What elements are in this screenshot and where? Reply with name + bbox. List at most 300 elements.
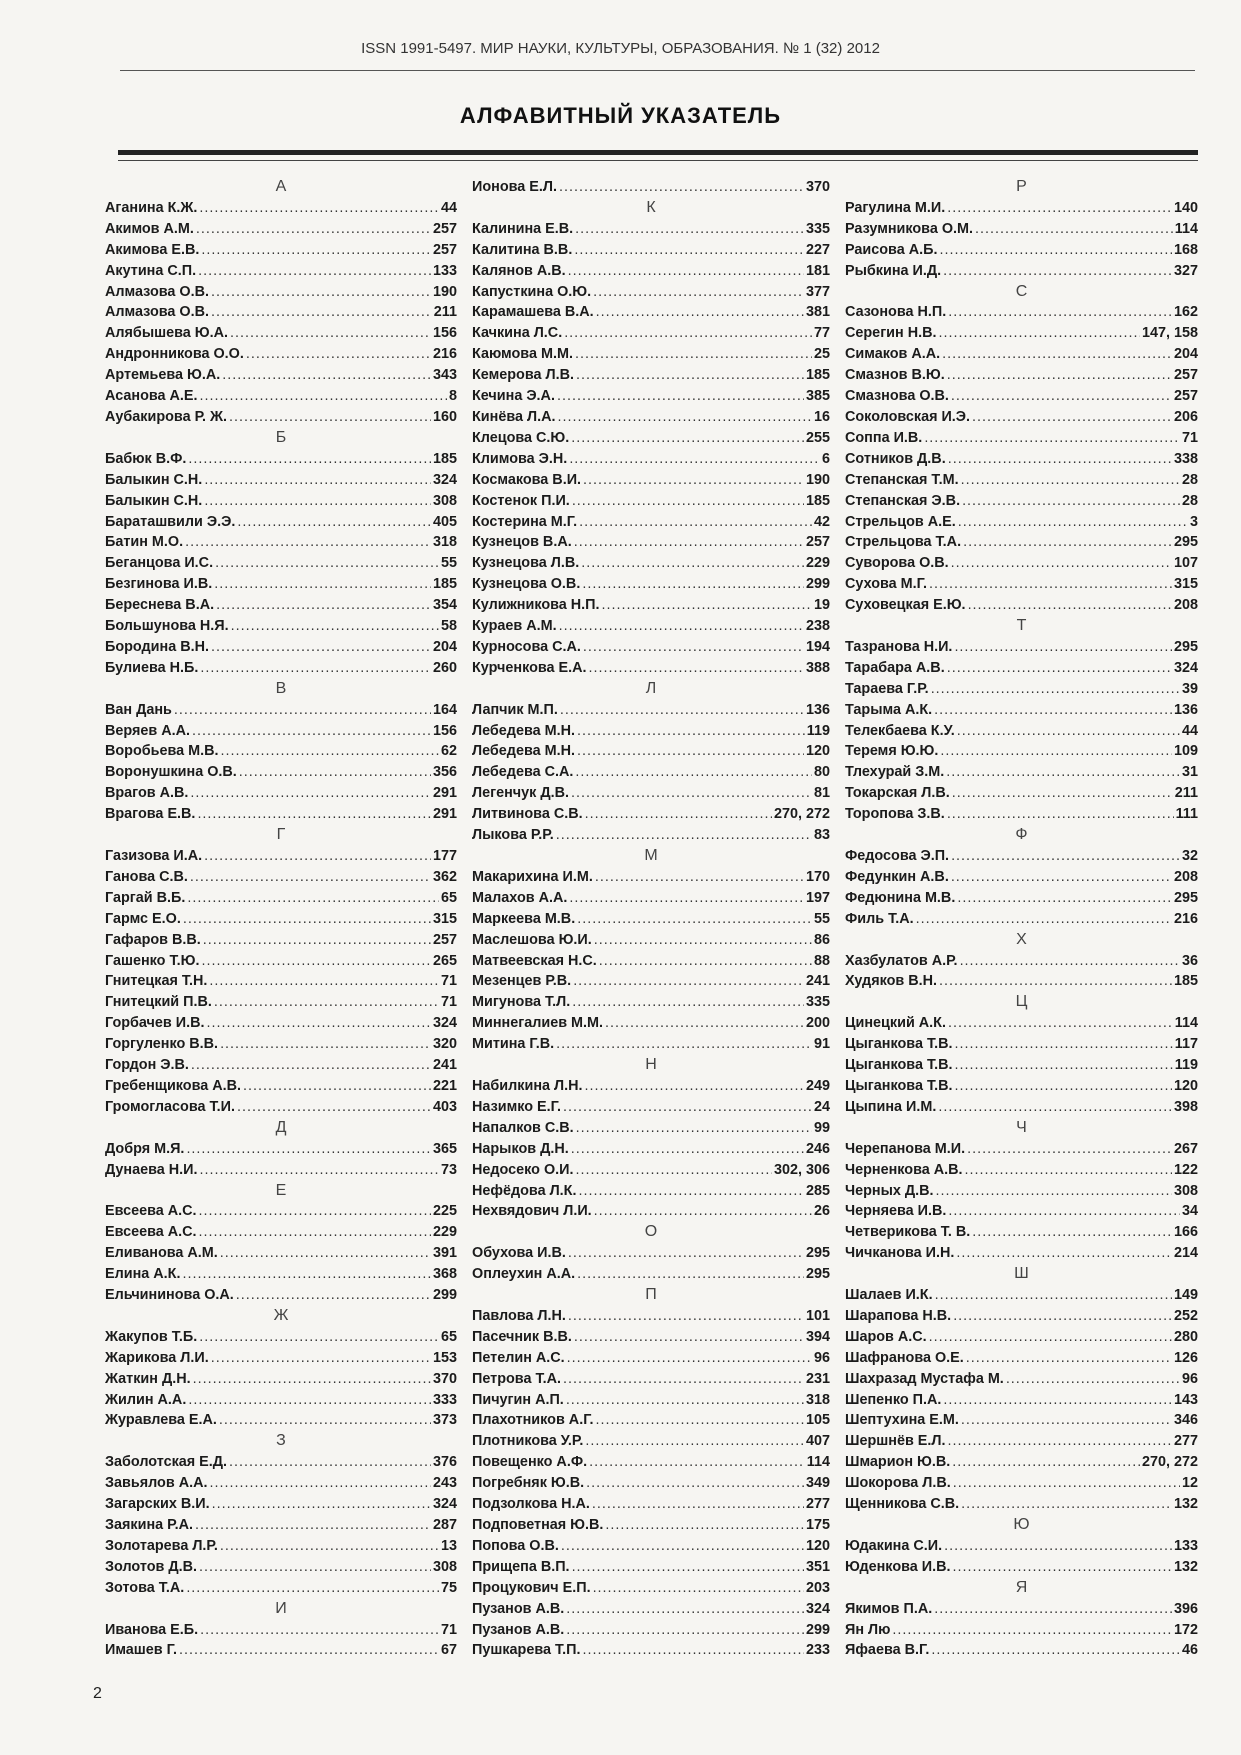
page-ref: 83 xyxy=(813,827,830,844)
page-ref: 119 xyxy=(806,722,830,739)
dot-leader xyxy=(605,1013,804,1034)
page-ref: 324 xyxy=(432,1496,457,1513)
index-entry xyxy=(472,951,830,972)
index-entry xyxy=(845,1599,1198,1620)
dot-leader xyxy=(192,721,431,742)
dot-leader xyxy=(956,1243,1172,1264)
dot-leader xyxy=(934,700,1172,721)
page-ref: 44 xyxy=(1181,722,1198,739)
author-name: Маслешова Ю.И. xyxy=(472,931,592,948)
dot-leader xyxy=(199,1222,431,1243)
index-entry xyxy=(472,1410,830,1431)
index-entry xyxy=(845,846,1198,867)
dot-leader xyxy=(957,721,1180,742)
author-name: Дунаева Н.И. xyxy=(105,1161,198,1178)
index-entry xyxy=(105,1557,457,1578)
author-name: Смазнов В.Ю. xyxy=(845,367,945,384)
author-name: Воробьева М.В. xyxy=(105,743,219,760)
page-ref: 377 xyxy=(805,283,830,300)
page-ref: 299 xyxy=(805,576,830,593)
page-ref: 295 xyxy=(1173,638,1198,655)
index-entry xyxy=(472,1243,830,1264)
dot-leader xyxy=(201,240,431,261)
page-ref: 107 xyxy=(1173,555,1198,572)
dot-leader xyxy=(188,449,431,470)
dot-leader xyxy=(605,1515,804,1536)
page-ref: 114 xyxy=(1174,220,1198,237)
author-name: Миннегалиев М.М. xyxy=(472,1015,604,1032)
section-letter: И xyxy=(275,1599,287,1617)
index-entry xyxy=(105,1160,457,1181)
dot-leader xyxy=(567,1348,812,1369)
page-ref: 373 xyxy=(432,1412,457,1429)
author-name: Суворова О.В. xyxy=(845,555,949,572)
author-name: Качкина Л.С. xyxy=(472,325,563,342)
index-entry xyxy=(472,470,830,491)
author-name: Жаткин Д.Н. xyxy=(105,1370,191,1387)
section-letter: Ц xyxy=(1015,993,1028,1011)
dot-leader xyxy=(200,386,447,407)
page-ref: 299 xyxy=(805,1621,830,1638)
title-divider-thick xyxy=(118,150,1198,155)
index-entry xyxy=(105,867,457,888)
page-ref: 285 xyxy=(805,1182,830,1199)
dot-leader xyxy=(581,553,804,574)
dot-leader xyxy=(569,449,820,470)
index-entry xyxy=(845,762,1198,783)
running-header: ISSN 1991-5497. МИР НАУКИ, КУЛЬТУРЫ, ОБРАЗОВАНИЯ. № 1 (32) 2012 xyxy=(361,40,880,57)
dot-leader xyxy=(566,1390,804,1411)
author-name: Кулижникова Н.П. xyxy=(472,597,600,614)
page-ref: 227 xyxy=(805,241,830,258)
dot-leader xyxy=(229,1452,431,1473)
index-entry xyxy=(472,1139,830,1160)
page-ref: 105 xyxy=(805,1412,830,1429)
index-entry xyxy=(472,971,830,992)
dot-leader xyxy=(573,971,804,992)
page-ref: 147, 158 xyxy=(1141,325,1198,342)
index-entry xyxy=(472,449,830,470)
author-name: Федосова Э.П. xyxy=(845,848,950,864)
page-ref: 396 xyxy=(1173,1600,1198,1617)
author-name: Пушкарева Т.П. xyxy=(472,1642,581,1659)
page-ref: 277 xyxy=(1173,1433,1198,1450)
section-letter: Г xyxy=(276,826,286,844)
author-name: Газизова И.А. xyxy=(105,848,203,864)
page-ref: 308 xyxy=(432,492,457,509)
index-entry xyxy=(105,1076,457,1097)
index-entry xyxy=(472,1076,830,1097)
dot-leader xyxy=(186,1139,431,1160)
index-entry xyxy=(472,240,830,261)
section-letter: Б xyxy=(275,428,287,446)
index-entry xyxy=(845,721,1198,742)
author-name: Шмарион Ю.В. xyxy=(845,1454,951,1471)
page-ref: 26 xyxy=(813,1203,830,1220)
index-entry xyxy=(845,1369,1198,1390)
dot-leader xyxy=(209,1473,431,1494)
index-entry xyxy=(472,407,830,428)
dot-leader xyxy=(572,1557,804,1578)
dot-leader xyxy=(575,344,812,365)
dot-leader xyxy=(209,971,439,992)
index-entry xyxy=(845,888,1198,909)
page-ref: 308 xyxy=(432,1558,457,1575)
dot-leader xyxy=(583,1640,804,1661)
author-name: Балыкин С.Н. xyxy=(105,492,203,509)
index-entry xyxy=(472,1473,830,1494)
author-name: Шепенко П.А. xyxy=(845,1391,942,1408)
page-ref: 96 xyxy=(813,1349,830,1366)
dot-leader xyxy=(564,323,812,344)
author-name: Золотарева Л.Р. xyxy=(105,1537,218,1554)
author-name: Цыпина И.М. xyxy=(845,1098,937,1115)
page-ref: 185 xyxy=(805,492,830,509)
index-entry xyxy=(472,1557,830,1578)
dot-leader xyxy=(948,1201,1180,1222)
author-name: Назимко Е.Г. xyxy=(472,1098,561,1115)
dot-leader xyxy=(204,846,431,867)
author-name: Четверикова Т. В. xyxy=(845,1224,971,1241)
page-ref: 55 xyxy=(813,910,830,927)
index-entry xyxy=(105,282,457,303)
index-entry xyxy=(472,741,830,762)
author-name: Черняева И.В. xyxy=(845,1203,947,1220)
page-ref: 42 xyxy=(813,513,830,530)
dot-leader xyxy=(943,261,1172,282)
index-entry xyxy=(472,1201,830,1222)
author-name: Беганцова И.С. xyxy=(105,555,214,572)
dot-leader xyxy=(947,365,1172,386)
page-ref: 16 xyxy=(813,408,830,425)
author-name: Загарских В.И. xyxy=(105,1496,210,1513)
author-name: Бородина В.Н. xyxy=(105,638,209,655)
author-name: Плахотников А.Г. xyxy=(472,1412,594,1429)
page-ref: 65 xyxy=(440,889,457,906)
page-ref: 214 xyxy=(1173,1245,1198,1262)
dot-leader xyxy=(934,1599,1172,1620)
dot-leader xyxy=(207,1013,431,1034)
page-ref: 385 xyxy=(805,388,830,405)
index-entry xyxy=(105,553,457,574)
author-name: Гнитецкая Т.Н. xyxy=(105,973,208,990)
index-entry xyxy=(105,1055,457,1076)
index-column-3 xyxy=(845,177,1198,1661)
page-ref: 175 xyxy=(805,1517,830,1533)
dot-leader xyxy=(972,407,1172,428)
page-ref: 381 xyxy=(805,304,830,321)
page-ref: 75 xyxy=(440,1579,457,1596)
dot-leader xyxy=(237,1097,431,1118)
index-entry xyxy=(105,198,457,219)
author-name: Добря М.Я. xyxy=(105,1140,185,1157)
author-name: Кемерова Л.В. xyxy=(472,367,574,384)
page-ref: 86 xyxy=(813,931,830,948)
dot-leader xyxy=(953,1306,1172,1327)
author-name: Недосеко О.И. xyxy=(472,1161,574,1178)
author-name: Ионова Е.Л. xyxy=(472,179,557,195)
page-ref: 185 xyxy=(432,576,457,593)
dot-leader xyxy=(576,1118,812,1139)
page-ref: 338 xyxy=(1173,450,1198,467)
dot-leader xyxy=(946,762,1180,783)
page-ref: 197 xyxy=(805,889,830,906)
author-name: Космакова В.И. xyxy=(472,471,582,488)
dot-leader xyxy=(230,323,431,344)
dot-leader xyxy=(585,804,772,825)
index-entry xyxy=(105,302,457,323)
page-ref: 249 xyxy=(805,1077,830,1094)
page-ref: 132 xyxy=(1173,1496,1198,1513)
index-entry xyxy=(845,198,1198,219)
index-entry xyxy=(105,386,457,407)
dot-leader xyxy=(212,1494,431,1515)
page-ref: 351 xyxy=(805,1558,830,1575)
author-name: Алмазова О.В. xyxy=(105,304,209,321)
index-entry xyxy=(105,846,457,867)
dot-leader xyxy=(585,1076,804,1097)
index-entry xyxy=(845,532,1198,553)
page-ref: 324 xyxy=(432,1015,457,1032)
page-ref: 225 xyxy=(432,1203,457,1220)
dot-leader xyxy=(929,1327,1172,1348)
author-name: Повещенко А.Ф. xyxy=(472,1454,588,1471)
author-name: Жилин А.А. xyxy=(105,1391,187,1408)
index-entry xyxy=(472,1390,830,1411)
author-name: Булиева Н.Б. xyxy=(105,659,199,676)
dot-leader xyxy=(939,971,1172,992)
author-name: Шафранова О.Е. xyxy=(845,1349,964,1366)
dot-leader xyxy=(201,951,431,972)
author-name: Курченкова Е.А. xyxy=(472,659,587,676)
author-name: Акимов А.М. xyxy=(105,220,194,237)
page-ref: 71 xyxy=(440,994,457,1011)
page-ref: 119 xyxy=(1174,1057,1198,1074)
index-entry xyxy=(845,595,1198,616)
index-entry xyxy=(472,616,830,637)
index-entry xyxy=(472,1620,830,1641)
page-ref: 46 xyxy=(1181,1642,1198,1659)
index-entry xyxy=(105,783,457,804)
index-entry xyxy=(105,365,457,386)
page-ref: 280 xyxy=(1173,1328,1198,1345)
page-ref: 31 xyxy=(1181,764,1198,781)
dot-leader xyxy=(947,804,1174,825)
dot-leader xyxy=(174,700,431,721)
section-letter: Ф xyxy=(1015,826,1028,844)
index-entry xyxy=(472,1181,830,1202)
dot-leader xyxy=(948,449,1172,470)
author-name: Журавлева Е.А. xyxy=(105,1412,217,1429)
index-entry xyxy=(472,658,830,679)
dot-leader xyxy=(957,888,1172,909)
page-ref: 140 xyxy=(1173,199,1198,216)
dot-leader xyxy=(953,1473,1180,1494)
author-name: Черненкова А.В. xyxy=(845,1161,963,1178)
index-entry xyxy=(105,1452,457,1473)
index-entry xyxy=(845,261,1198,282)
page-ref: 170 xyxy=(805,868,830,885)
dot-leader xyxy=(574,1327,804,1348)
index-entry xyxy=(472,909,830,930)
author-name: Гашенко Т.Ю. xyxy=(105,952,200,969)
author-name: Елина А.К. xyxy=(105,1266,181,1283)
author-name: Рагулина М.И. xyxy=(845,199,946,216)
index-entry xyxy=(845,1536,1198,1557)
author-name: Шептухина Е.М. xyxy=(845,1412,959,1429)
author-name: Матвеевская Н.С. xyxy=(472,952,597,969)
index-entry xyxy=(472,762,830,783)
index-entry xyxy=(845,386,1198,407)
dot-leader xyxy=(575,1160,771,1181)
dot-leader xyxy=(589,1452,805,1473)
index-entry xyxy=(105,804,457,825)
dot-leader xyxy=(222,365,431,386)
author-name: Погребняк Ю.В. xyxy=(472,1475,585,1492)
index-entry xyxy=(845,1557,1198,1578)
index-entry xyxy=(472,1306,830,1327)
page-ref: 73 xyxy=(440,1161,457,1178)
index-entry xyxy=(472,930,830,951)
page-ref: 299 xyxy=(432,1287,457,1304)
author-name: Суховецкая Е.Ю. xyxy=(845,597,966,614)
index-entry xyxy=(472,1160,830,1181)
author-name: Тазранова Н.И. xyxy=(845,638,953,655)
author-name: Нефёдова Л.К. xyxy=(472,1182,577,1199)
index-entry xyxy=(105,1243,457,1264)
author-name: Заякина Р.А. xyxy=(105,1517,193,1533)
author-name: Безгинова И.В. xyxy=(105,576,213,593)
page-ref: 143 xyxy=(1173,1391,1198,1408)
author-name: Карамашева В.А. xyxy=(472,304,594,321)
page-ref: 185 xyxy=(1173,973,1198,990)
dot-leader xyxy=(229,407,431,428)
author-name: Балыкин С.Н. xyxy=(105,471,203,488)
dot-leader xyxy=(592,1494,804,1515)
page-ref: 231 xyxy=(805,1370,830,1387)
dot-leader xyxy=(596,1410,804,1431)
dot-leader xyxy=(566,1599,804,1620)
author-name: Маркеева М.В. xyxy=(472,910,576,927)
index-entry xyxy=(105,491,457,512)
index-entry xyxy=(105,1139,457,1160)
index-entry xyxy=(845,428,1198,449)
index-entry xyxy=(105,637,457,658)
author-name: Заболотская Е.Д. xyxy=(105,1454,228,1471)
author-name: Шокорова Л.В. xyxy=(845,1475,951,1492)
dot-leader xyxy=(560,700,804,721)
dot-leader xyxy=(575,219,804,240)
author-name: Цыганкова Т.В. xyxy=(845,1057,953,1074)
dot-leader xyxy=(960,951,1180,972)
page-ref: 99 xyxy=(813,1119,830,1136)
index-entry xyxy=(472,344,830,365)
dot-leader xyxy=(190,867,431,888)
page-ref: 114 xyxy=(806,1454,830,1471)
page-number: 2 xyxy=(93,1685,102,1702)
author-name: Костерина М.Г. xyxy=(472,513,578,530)
author-name: Ельчининова О.А. xyxy=(105,1287,234,1304)
author-name: Прищепа В.П. xyxy=(472,1558,570,1575)
dot-leader xyxy=(187,888,439,909)
author-name: Каюмова М.М. xyxy=(472,346,573,363)
index-entry xyxy=(845,1390,1198,1411)
dot-leader xyxy=(214,574,431,595)
index-entry xyxy=(845,700,1198,721)
author-name: Цыганкова Т.В. xyxy=(845,1036,953,1053)
dot-leader xyxy=(951,867,1172,888)
page-ref: 407 xyxy=(805,1433,830,1450)
page-ref: 295 xyxy=(1173,534,1198,551)
index-entry xyxy=(472,867,830,888)
page-ref: 194 xyxy=(805,638,830,655)
dot-leader xyxy=(955,1055,1173,1076)
page-ref: 405 xyxy=(432,513,457,530)
dot-leader xyxy=(968,595,1172,616)
author-name: Петрова Т.А. xyxy=(472,1370,561,1387)
index-entry xyxy=(472,700,830,721)
dot-leader xyxy=(571,783,812,804)
index-entry xyxy=(845,302,1198,323)
author-name: Костенок П.И. xyxy=(472,492,570,509)
index-entry xyxy=(472,1536,830,1557)
dot-leader xyxy=(563,1369,804,1390)
author-name: Капусткина О.Ю. xyxy=(472,283,592,300)
author-name: Батин М.О. xyxy=(105,534,184,551)
author-name: Климова Э.Н. xyxy=(472,450,568,467)
index-entry xyxy=(472,1431,830,1452)
dot-leader xyxy=(576,365,804,386)
author-name: Черепанова М.И. xyxy=(845,1140,966,1157)
dot-leader xyxy=(589,658,804,679)
index-entry xyxy=(105,992,457,1013)
author-name: Лебедева С.А. xyxy=(472,764,574,781)
dot-leader xyxy=(947,658,1172,679)
index-entry xyxy=(105,344,457,365)
dot-leader xyxy=(596,302,804,323)
header-divider xyxy=(120,70,1195,71)
dot-leader xyxy=(574,240,804,261)
page-ref: 208 xyxy=(1173,868,1198,885)
author-name: Курносова С.А. xyxy=(472,638,581,655)
index-entry xyxy=(472,1034,830,1055)
page-ref: 257 xyxy=(1173,367,1198,384)
page-ref: 19 xyxy=(813,597,830,614)
section-letter: Ш xyxy=(1014,1265,1029,1283)
dot-leader xyxy=(204,470,431,491)
author-name: Ганова С.В. xyxy=(105,868,188,885)
index-entry xyxy=(472,219,830,240)
index-entry xyxy=(105,762,457,783)
author-name: Береснева В.А. xyxy=(105,597,215,614)
page-ref: 277 xyxy=(805,1496,830,1513)
index-entry xyxy=(845,1285,1198,1306)
dot-leader xyxy=(566,1620,804,1641)
page-ref: 370 xyxy=(805,179,830,195)
author-name: Бабюк В.Ф. xyxy=(105,450,187,467)
dot-leader xyxy=(939,240,1172,261)
author-name: Шалаев И.К. xyxy=(845,1287,933,1304)
author-name: Воронушкина О.В. xyxy=(105,764,237,781)
index-entry xyxy=(472,428,830,449)
page-ref: 318 xyxy=(805,1391,830,1408)
page-ref: 168 xyxy=(1173,241,1198,258)
index-entry xyxy=(472,804,830,825)
section-letter: Л xyxy=(645,679,657,697)
section-letter: Я xyxy=(1015,1578,1028,1596)
index-entry xyxy=(845,1620,1198,1641)
index-entry xyxy=(105,1536,457,1557)
